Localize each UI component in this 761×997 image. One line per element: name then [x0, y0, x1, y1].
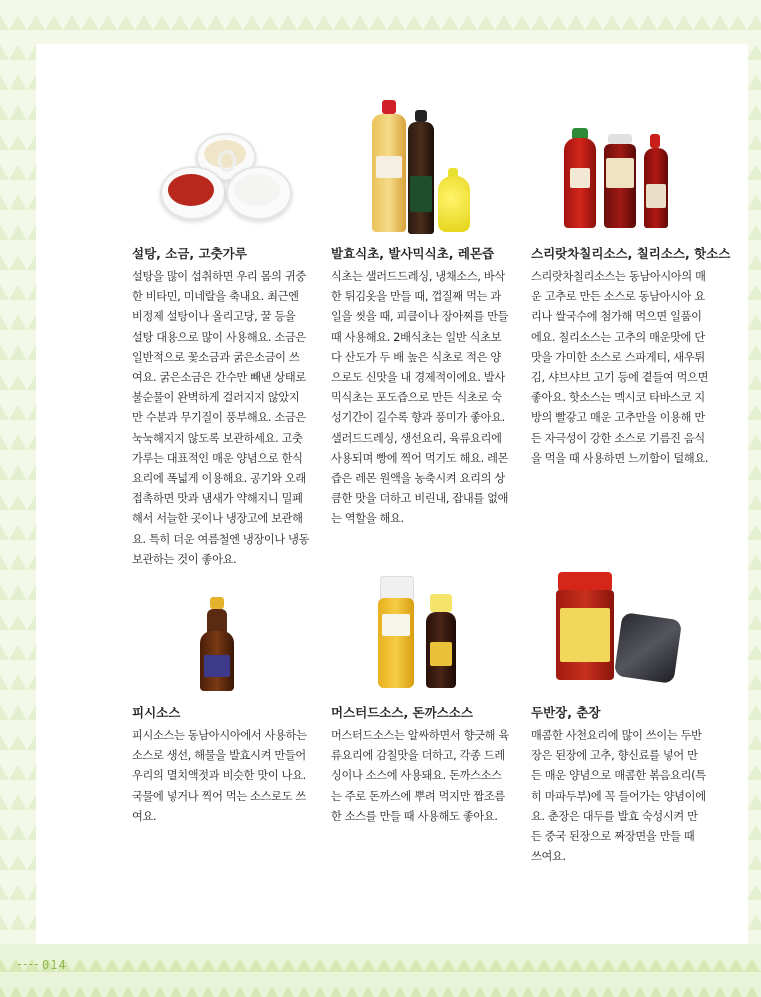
fish-sauce-bottle-image [198, 597, 236, 693]
item-sugar-salt-pepper [132, 245, 332, 570]
item-description: 머스터드소스는 알싸하면서 향긋해 육 류요리에 감칠맛을 더하고, 각종 드레 싱이나 소스에 사용돼요. 돈까스소스 는 주로 돈까스에 뿌려 먹지만 짭조름 한 소스를 만들 때 사용해도 좋아요. [331, 729, 509, 823]
item-title: 발효식초, 발사믹식초, 레몬즙 [331, 246, 495, 261]
vinegar-bottles-image [368, 100, 478, 235]
item-chili-hot-sauce [531, 245, 731, 469]
item-mustard-tonkatsu [331, 704, 531, 827]
sugar-salt-pepper-image [160, 128, 290, 223]
item-title: 피시소스 [132, 705, 181, 720]
item-description: 설탕을 많이 섭취하면 우리 몸의 귀중 한 비타민, 미네랄을 축내요. 최근엔 비정제 설탕이나 올리고당, 꿀 등을 설탕 대용으로 많이 사용해요. 소금은 일반적으로 꽃소금과 굵은소금이 쓰 여요. 굵은소금은 간수만 빼낸 상태로 불순물이 완벽하게 걸러지지 않았지 만 수분과 무기질이 풍부해요. 소금은 눅눅해지지 않도록 보관하세요. 고춧 가루는 대표적인 매운 양념으로 한식 요리에 폭넓게 이용해요. 공기와 오래 접촉하면 맛과 냄새가 약해지니 밀폐 해서 서늘한 곳이나 냉장고에 보관해 요. 특히 더운 여름철엔 냉장이나 냉동 보관하는 것이 좋아요. [132, 270, 310, 566]
mustard-tonkatsu-sauce-image [376, 576, 460, 690]
item-description: 피시소스는 동남아시아에서 사용하는 소스로 생선, 해물을 발효시켜 만들어 우리의 멸치액젓과 비슷한 맛이 나요. 국물에 넣거나 찍어 먹는 소스로도 쓰 여요. [132, 729, 307, 823]
item-title: 스리랏차칠리소스, 칠리소스, 핫소스 [531, 246, 731, 261]
bottom-band [0, 944, 761, 997]
item-description: 매콤한 사천요리에 많이 쓰이는 두반 장은 된장에 고추, 향신료를 넣어 만 든 매운 양념으로 매콤한 볶음요리(특 히 마파두부)에 꼭 들어가는 양념이에 요. 춘장은 대두를 발효 숙성시켜 만 든 중국 된장으로 짜장면을 만들 때 쓰여요. [531, 729, 706, 864]
item-title: 설탕, 소금, 고춧가루 [132, 246, 247, 261]
page-number: 014 [42, 958, 67, 972]
item-doubanjiang-chunjang [531, 704, 731, 867]
item-fish-sauce [132, 704, 332, 827]
item-description: 식초는 샐러드드레싱, 냉채소스, 바삭 한 튀김옷을 만들 때, 껍질째 먹는 과 일을 씻을 때, 피클이나 장아찌를 만들 때 사용해요. 2배식초는 일반 식초보 다 산도가 두 배 높은 식초로 적은 양 으로도 신맛을 내 경제적이에요. 발사 믹식초는 포도즙으로 만든 식초로 숙 성기간이 길수록 향과 풍미가 좋아요. 샐러드드레싱, 생선요리, 육류요리에 사용되며 빵에 찍어 먹기도 해요. 레몬 즙은 레몬 원액을 농축시켜 요리의 상 큼한 맛을 더하고 비린내, 잡내를 없애 는 역할을 해요. [331, 270, 509, 526]
doubanjiang-chunjang-image [556, 572, 682, 686]
hot-sauce-bottles-image [562, 128, 674, 230]
item-title: 두반장, 춘장 [531, 705, 601, 720]
item-title: 머스터드소스, 돈까스소스 [331, 705, 473, 720]
page-number-decoration [18, 964, 38, 965]
item-vinegar-lemon [331, 245, 531, 530]
item-description: 스리랏차칠리소스는 동남아시아의 매 운 고추로 만든 소스로 동남아시아 요 리나 쌀국수에 첨가해 먹으면 일품이 에요. 칠리소스는 고추의 매운맛에 단 맛을 가미한 소스로 스파게티, 새우튀 김, 샤브샤브 고기 등에 곁들여 먹으면 좋아요. 핫소스는 멕시코 타바스코 지 방의 빨갛고 매운 고추만을 이용해 만 든 자극성이 강한 소스로 기름진 음식 을 먹을 때 사용하면 느끼함이 덜해요. [531, 270, 709, 465]
